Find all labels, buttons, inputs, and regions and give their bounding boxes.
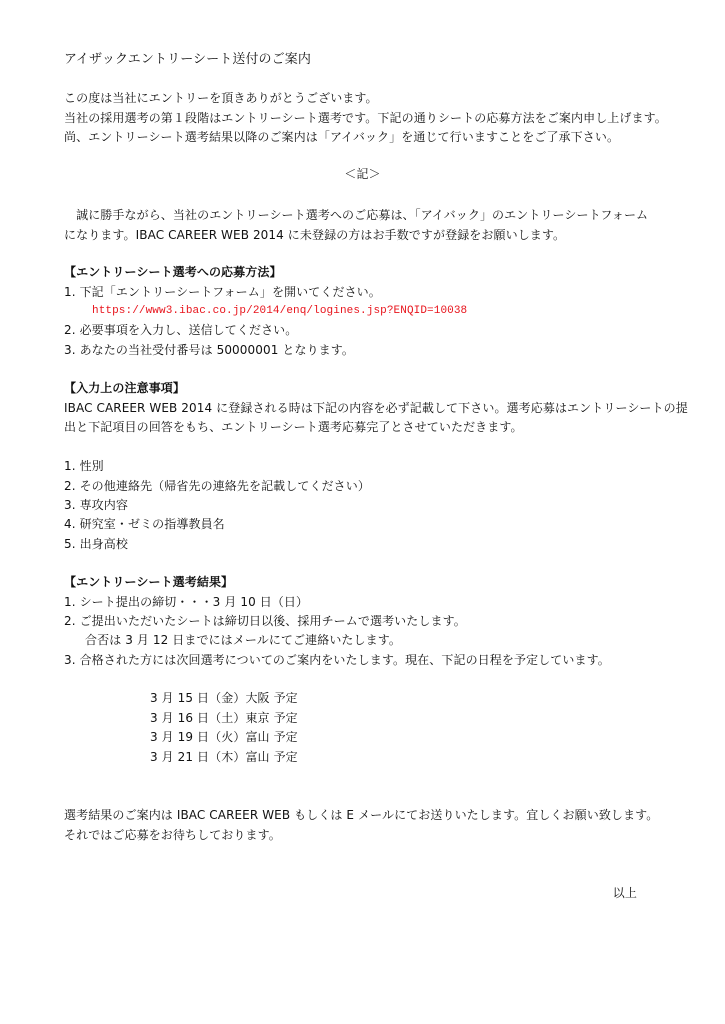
closing-line-1: 選考結果のご案内は IBAC CAREER WEB もしくは E メールにてお送りいたします。宜しくお願い致します。	[64, 808, 659, 822]
required-item-5: 5. 出身高校	[64, 537, 128, 551]
intro-line-3: 尚、エントリーシート選考結果以降のご案内は「アイバック」を通じて行いますことをご了承下さい。	[64, 130, 620, 144]
apply-step-3: 3. あなたの当社受付番号は 50000001 となります。	[64, 343, 355, 357]
required-item-4: 4. 研究室・ゼミの指導教員名	[64, 517, 225, 531]
schedule-row-4: 3 月 21 日（木）富山 予定	[150, 750, 298, 764]
results-item-3: 3. 合格された方には次回選考についてのご案内をいたします。現在、下記の日程を予定しています。	[64, 653, 610, 667]
ki-marker: ＜記＞	[344, 167, 381, 181]
schedule-row-2: 3 月 16 日（土）東京 予定	[150, 711, 298, 725]
required-item-1: 1. 性別	[64, 459, 104, 473]
results-heading: 【エントリーシート選考結果】	[64, 575, 234, 589]
results-item-1: 1. シート提出の締切・・・3 月 10 日（日）	[64, 595, 309, 609]
apply-step-2: 2. 必要事項を入力し、送信してください。	[64, 323, 298, 337]
entry-sheet-form-link[interactable]: https://www3.ibac.co.jp/2014/enq/logines.jsp?ENQID=10038	[92, 305, 468, 317]
schedule-row-3: 3 月 19 日（火）富山 予定	[150, 730, 298, 744]
end-mark: 以上	[612, 886, 637, 900]
required-item-3: 3. 専攻内容	[64, 498, 128, 512]
input-notes-body-2: 出と下記項目の回答をもち、エントリーシート選考応募完了とさせていただきます。	[64, 420, 523, 434]
preface-line-2: になります。IBAC CAREER WEB 2014 に未登録の方はお手数ですが登録をお願いします。	[64, 228, 566, 242]
apply-method-heading: 【エントリーシート選考への応募方法】	[64, 265, 282, 279]
schedule-row-1: 3 月 15 日（金）大阪 予定	[150, 691, 298, 705]
input-notes-body-1: IBAC CAREER WEB 2014 に登録される時は下記の内容を必ず記載して下さい。選考応募はエントリーシートの提	[64, 401, 688, 415]
intro-line-2: 当社の採用選考の第１段階はエントリーシート選考です。下記の通りシートの応募方法をご案内申し上げます。	[64, 111, 667, 125]
intro-line-1: この度は当社にエントリーを頂きありがとうございます。	[64, 91, 378, 105]
apply-step-1: 1. 下記「エントリーシートフォーム」を開いてください。	[64, 285, 381, 299]
results-item-2-continued: 合否は 3 月 12 日までにはメールにてご連絡いたします。	[85, 633, 401, 647]
document-title: アイザックエントリーシート送付のご案内	[64, 52, 311, 67]
entry-sheet-form-link-row	[92, 303, 467, 319]
input-notes-heading: 【入力上の注意事項】	[64, 381, 186, 395]
preface-line-1: 誠に勝手ながら、当社のエントリーシート選考へのご応募は、「アイバック」のエントリーシートフォーム	[64, 208, 649, 222]
required-item-2: 2. その他連絡先（帰省先の連絡先を記載してください）	[64, 479, 370, 493]
closing-line-2: それではご応募をお待ちしております。	[64, 828, 281, 842]
results-item-2: 2. ご提出いただいたシートは締切日以後、採用チームで選考いたします。	[64, 614, 466, 628]
